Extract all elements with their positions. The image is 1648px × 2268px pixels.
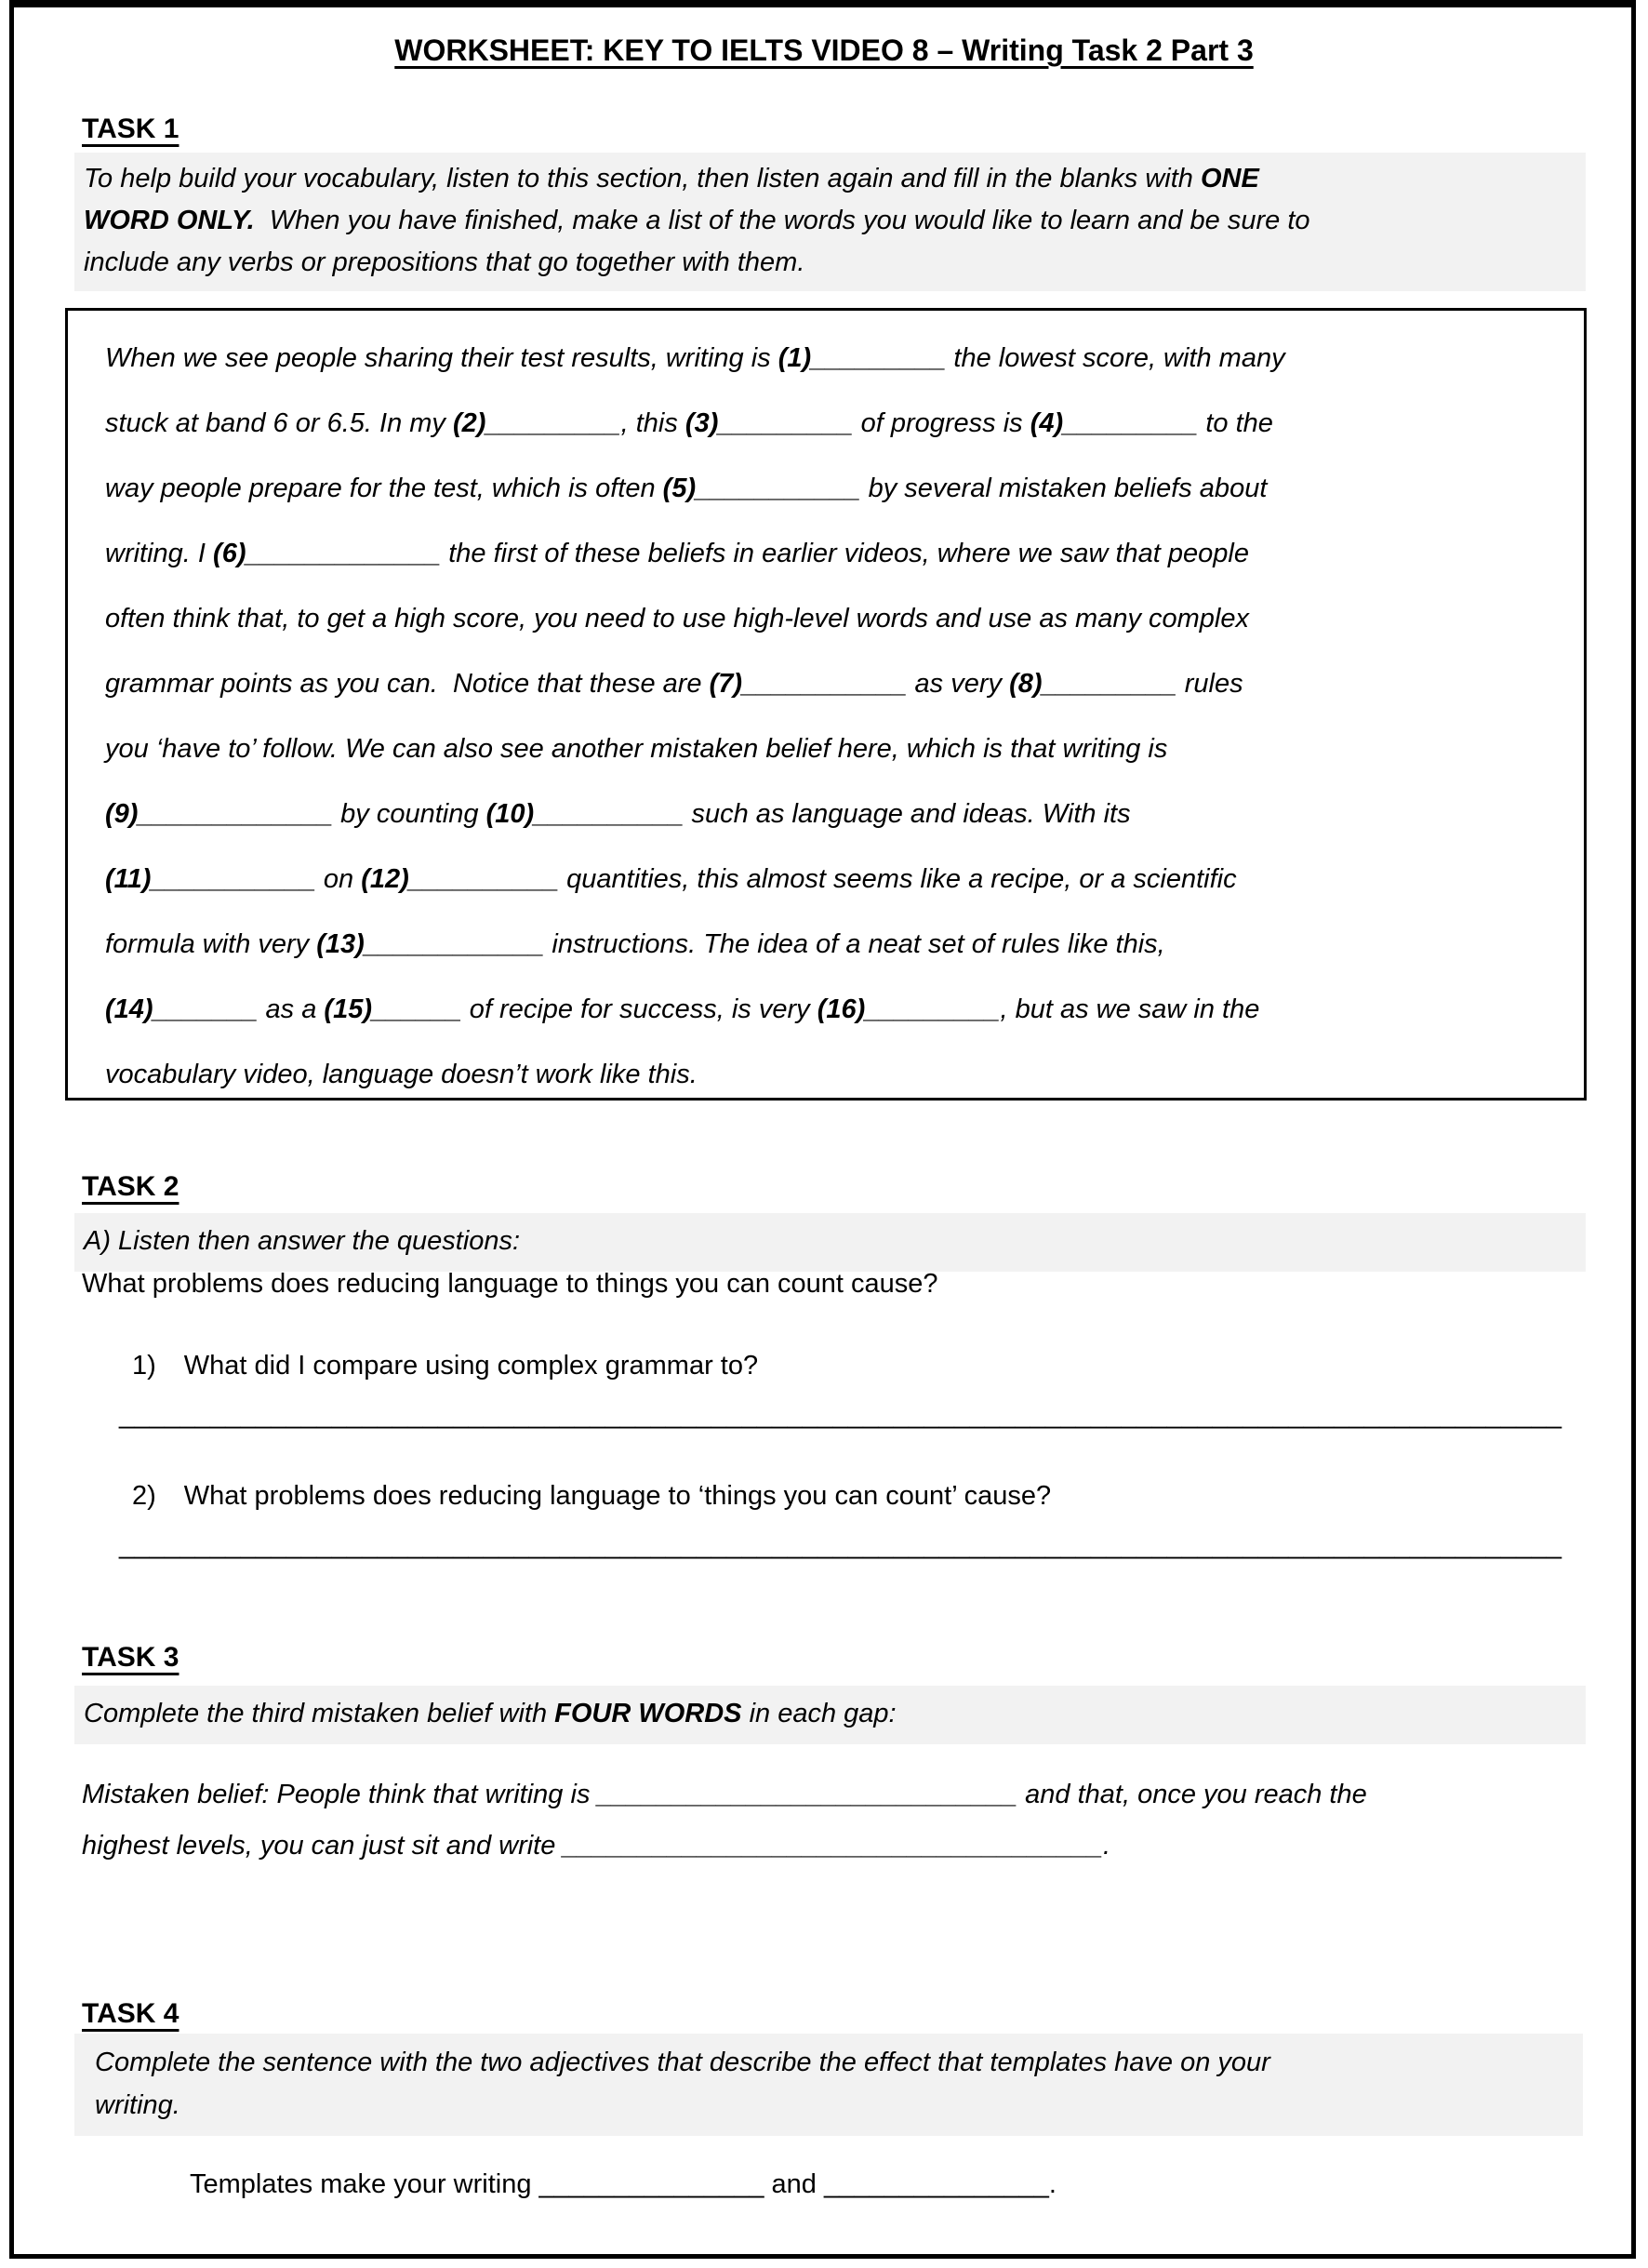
- task3-instruction: [74, 1686, 1586, 1744]
- task1-heading: TASK 1: [82, 113, 179, 144]
- passage-line: When we see people sharing their test results, writing is (1)_________ the lowest score, with many: [105, 343, 1285, 373]
- task2-prompt: What problems does reducing language to things you can count cause?: [82, 1269, 938, 1299]
- task1-instruction-line: include any verbs or prepositions that go together with them.: [84, 247, 805, 277]
- question-2-number: 2): [132, 1481, 156, 1511]
- passage-line: writing. I (6)_____________ the first of these beliefs in earlier videos, where we saw that people: [105, 539, 1250, 568]
- question-2-answer-line: _______________________________________________________________________________________________: [119, 1530, 1562, 1560]
- task3-heading: TASK 3: [82, 1642, 179, 1673]
- task3-sentence: [82, 1769, 1367, 1872]
- task4-instruction: [74, 2034, 1583, 2136]
- question-2-text: What problems does reducing language to ‘things you can count’ cause?: [183, 1481, 1052, 1511]
- passage-line: way people prepare for the test, which is often (5)___________ by several mistaken beliefs about: [105, 474, 1268, 503]
- question-1-text: What did I compare using complex grammar to?: [183, 1351, 759, 1381]
- task2-heading: TASK 2: [82, 1171, 179, 1202]
- question-1-answer-line: _______________________________________________________________________________________________: [119, 1400, 1562, 1430]
- task3-sentence-line: highest levels, you can just sit and write ____________________________________.: [82, 1831, 1111, 1861]
- passage-line: you ‘have to’ follow. We can also see another mistaken belief here, which is that writing is: [105, 734, 1168, 764]
- task2-instruction-line: A) Listen then answer the questions:: [84, 1226, 521, 1256]
- passage-line: (9)_____________ by counting (10)__________ such as language and ideas. With its: [105, 799, 1131, 829]
- passage-line: formula with very (13)____________ instructions. The idea of a neat set of rules like this,: [105, 929, 1165, 959]
- question-1-number: 1): [132, 1351, 156, 1381]
- passage-line: stuck at band 6 or 6.5. In my (2)_________, this (3)_________ of progress is (4)_________ to the: [105, 408, 1273, 438]
- page-title: WORKSHEET: KEY TO IELTS VIDEO 8 – Writing Task 2 Part 3: [394, 33, 1254, 67]
- task1-instruction-line: To help build your vocabulary, listen to this section, then listen again and fill in the blanks with ONE: [84, 164, 1259, 193]
- passage-line: often think that, to get a high score, you need to use high-level words and use as many complex: [105, 604, 1250, 634]
- task3-sentence-line: Mistaken belief: People think that writing is ____________________________ and that, once you reach the: [82, 1780, 1367, 1809]
- task1-instruction-line: WORD ONLY. When you have finished, make a list of the words you would like to learn and be sure to: [84, 206, 1310, 235]
- task4-instruction-line: writing.: [95, 2090, 180, 2120]
- passage-line: (11)___________ on (12)__________ quantities, this almost seems like a recipe, or a scientific: [105, 864, 1237, 894]
- task2-instruction: [74, 1213, 1586, 1272]
- question-row-1: [132, 1351, 758, 1381]
- task4-instruction-line: Complete the sentence with the two adjectives that describe the effect that templates have on your: [95, 2048, 1270, 2077]
- gap-fill-passage-box: [65, 308, 1587, 1101]
- task3-instruction-line: Complete the third mistaken belief with FOUR WORDS in each gap:: [84, 1699, 897, 1728]
- passage-line: vocabulary video, language doesn’t work like this.: [105, 1060, 698, 1089]
- question-row-2: [132, 1481, 1051, 1512]
- passage-line: (14)_______ as a (15)______ of recipe for success, is very (16)_________, but as we saw in the: [105, 994, 1260, 1024]
- task1-instructions: [74, 153, 1586, 291]
- task4-sentence: Templates make your writing _______________ and _______________.: [190, 2169, 1057, 2199]
- passage-line: grammar points as you can. Notice that these are (7)___________ as very (8)_________ rules: [105, 669, 1243, 699]
- task4-heading: TASK 4: [82, 1998, 179, 2029]
